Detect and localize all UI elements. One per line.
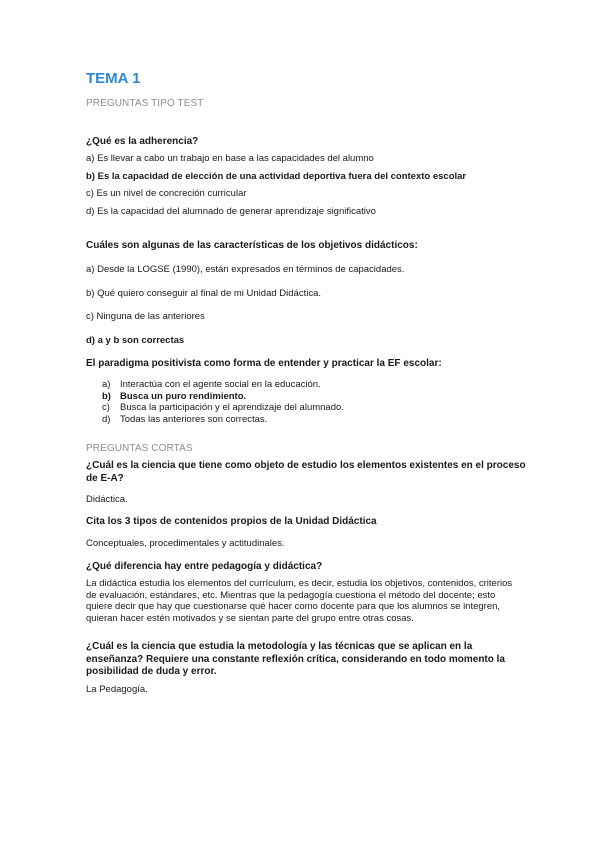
question-3: El paradigma positivista como forma de entender y practicar la EF escolar: [86, 358, 442, 369]
q1-option-d: d) Es la capacidad del alumnado de generar aprendizaje significativo [86, 206, 376, 217]
short-answer-3: La didáctica estudia los elementos del currículum, es decir, estudia los objetivos, contenidos, criterios de evaluación, estándares, etc. Mientras que la pedagogía cuestiona el método del docente; esto quiere decir que hay que cuestionarse qué hacer como docente para que los alumnos se integren, quieran hacer estén motivados y se sientan parte del grupo entre otras cosas. [86, 578, 513, 625]
q1-option-b: b) Es la capacidad de elección de una actividad deportiva fuera del contexto escolar [86, 171, 467, 182]
list-item-text: Busca un puro rendimiento. [120, 390, 247, 402]
list-item-text: Busca la participación y el aprendizaje del alumnado. [120, 402, 344, 414]
list-marker: a) [102, 379, 111, 390]
q2-option-c: c) Ninguna de las anteriores [86, 311, 205, 322]
short-question-3: ¿Qué diferencia hay entre pedagogía y didáctica? [86, 561, 323, 572]
q1-option-c: c) Es un nivel de concreción curricular [86, 188, 247, 199]
short-question-1: ¿Cuál es la ciencia que tiene como objeto de estudio los elementos existentes en el proceso de E-A? [86, 460, 526, 484]
q2-option-d: d) a y b son correctas [86, 335, 185, 346]
q3-option-d [86, 414, 526, 426]
section-heading-test: PREGUNTAS TIPO TEST [86, 98, 204, 109]
short-answer-2: Conceptuales, procedimentales y actitudinales. [86, 538, 285, 549]
short-question-2: Cita los 3 tipos de contenidos propios de la Unidad Didáctica [86, 516, 377, 527]
list-item-text: Todas las anteriores son correctas. [120, 414, 268, 426]
q1-option-a: a) Es llevar a cabo un trabajo en base a las capacidades del alumno [86, 153, 374, 164]
page-title: TEMA 1 [86, 70, 141, 87]
q3-options-list [86, 379, 526, 426]
list-marker: b) [102, 390, 111, 402]
short-answer-1: Didáctica. [86, 494, 128, 505]
question-1: ¿Qué es la adherencia? [86, 136, 199, 147]
q2-option-a: a) Desde la LOGSE (1990), están expresados en términos de capacidades. [86, 264, 405, 275]
q3-option-b [86, 391, 526, 403]
list-marker: d) [102, 414, 111, 426]
short-answer-4: La Pedagogía. [86, 684, 148, 695]
list-item-text: Interactúa con el agente social en la educación. [120, 379, 321, 390]
short-question-4: ¿Cuál es la ciencia que estudia la metodología y las técnicas que se aplican en la enseñanza? Requiere una constante reflexión crítica, considerando en todo momento la posibilidad de duda y error. [86, 641, 505, 677]
section-heading-short: PREGUNTAS CORTAS [86, 443, 193, 454]
question-2: Cuáles son algunas de las características de los objetivos didácticos: [86, 240, 418, 251]
q2-option-b: b) Qué quiero conseguir al final de mi Unidad Didáctica. [86, 288, 321, 299]
q3-option-c [86, 402, 526, 414]
q3-option-a [86, 379, 526, 391]
list-marker: c) [102, 402, 110, 414]
